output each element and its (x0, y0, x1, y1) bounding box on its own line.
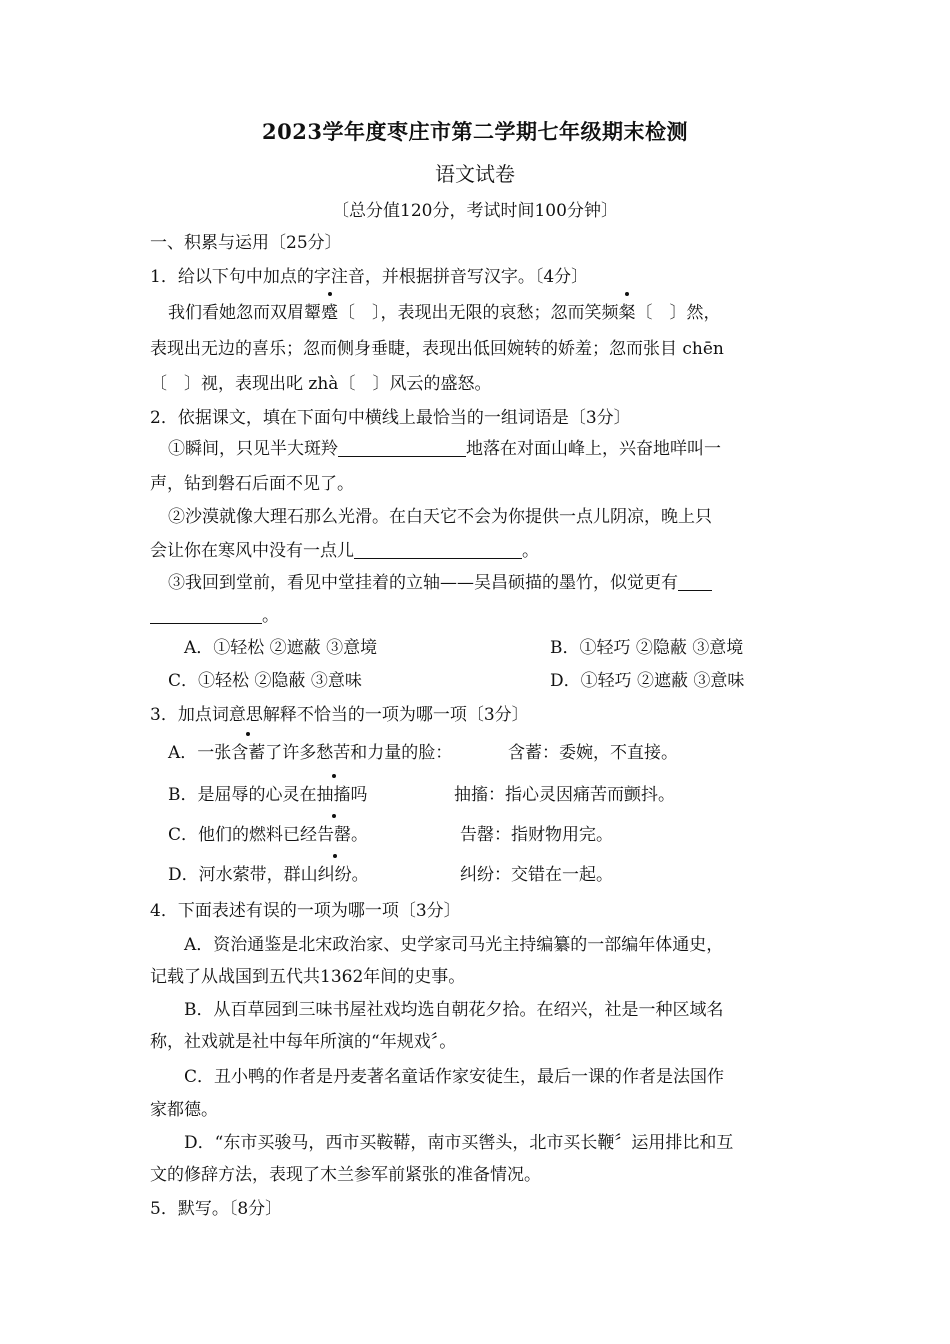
answer-blank[interactable] (150, 605, 262, 624)
q2-stem: 2．依据课文，填在下面句中横线上最恰当的一组词语是〔3分〕 (150, 408, 631, 428)
q2-options-row1 (184, 633, 844, 658)
q3-text: B．是屈辱的心灵在 (168, 785, 317, 805)
q3-dotted-word: 纠纷 (318, 860, 352, 885)
q4-option-c-cont: 家都德。 (150, 1100, 218, 1120)
q4-option-a-cont: 记载了从战国到五代共1362年间的史事。 (150, 967, 466, 987)
q4-option-b[interactable]: B．从百草园到三味书屋社戏均选自朝花夕拾。在绍兴，社是一种区域名 (184, 1000, 724, 1020)
exam-subtitle: 语文试卷 (435, 162, 515, 186)
q3-stem: 3．加点词意思解释不恰当的一项为哪一项〔3分〕 (150, 705, 529, 725)
q2-sentence1-cont: 声，钻到磐石后面不见了。 (150, 474, 354, 494)
q5-stem: 5．默写。〔8分〕 (150, 1199, 283, 1219)
q3-option-c (168, 820, 828, 845)
q1-stem: 1．给以下句中加点的字注音，并根据拼音写汉字。〔4分〕 (150, 267, 589, 287)
answer-blank[interactable] (678, 572, 712, 591)
q4-option-a[interactable]: A．资治通鉴是北宋政治家、史学家司马光主持编纂的一部编年体通史， (184, 935, 724, 955)
q2-sentence3 (168, 568, 828, 593)
q3-dotted-word: 告罄 (317, 820, 351, 845)
q1-dotted-char: 蹙 (321, 298, 338, 323)
q3-option-a (168, 738, 828, 763)
q3-option-b (168, 780, 828, 805)
section-heading: 一、积累与运用〔25分〕 (150, 233, 342, 253)
q1-text: 〔 〕，表现出无限的哀愁；忽而笑频 (338, 303, 619, 323)
q1-text: 〔 〕然， (635, 303, 721, 323)
q4-stem: 4．下面表述有误的一项为哪一项〔3分〕 (150, 901, 461, 921)
answer-blank[interactable] (354, 540, 522, 559)
q3-explanation: 告罄：指财物用完。 (460, 825, 613, 845)
q3-text: 吗 (350, 785, 368, 805)
q3-text: 。 (351, 865, 369, 885)
q2-sentence1 (168, 434, 828, 459)
q4-option-b-cont: 称，社戏就是社中每年所演的“年规戏〞。 (150, 1032, 457, 1052)
answer-blank[interactable] (338, 438, 466, 457)
option-d[interactable]: D．①轻巧 ②遮蔽 ③意味 (550, 671, 745, 691)
q2-text: 。 (522, 541, 539, 561)
q3-option-d (168, 860, 828, 885)
q4-option-c[interactable]: C．丑小鸭的作者是丹麦著名童话作家安徒生，最后一课的作者是法国作 (184, 1067, 725, 1087)
q2-text: ③我回到堂前，看见中堂挂着的立轴——吴昌硕描的墨竹，似觉更有 (168, 573, 678, 593)
q3-text: A．一张 (168, 743, 232, 763)
q2-sentence2: ②沙漠就像大理石那么光滑。在白天它不会为你提供一点儿阴凉，晚上只 (168, 507, 712, 527)
q3-dotted-word: 含蓄 (231, 738, 265, 763)
q1-line2: 表现出无边的喜乐；忽而侧身垂睫，表现出低回婉转的娇羞；忽而张目 chēn (150, 339, 724, 359)
q4-option-d[interactable]: D．“东市买骏马，西市买鞍鞯，南市买辔头，北市买长鞭〞运用排比和互 (184, 1133, 734, 1153)
q2-text: 。 (262, 606, 279, 626)
q3-text: 了许多愁苦和力量的脸： (265, 743, 453, 763)
q1-line1 (168, 298, 828, 323)
q3-text: 。 (351, 825, 369, 845)
q1-line3: 〔 〕视，表现出叱 zhà〔 〕风云的盛怒。 (150, 374, 492, 394)
q2-sentence2-cont (150, 536, 810, 561)
q2-text: ①瞬间，只见半大斑羚 (168, 439, 338, 459)
q3-explanation: 含蓄：委婉，不直接。 (508, 743, 678, 763)
q2-text: 会让你在寒风中没有一点儿 (150, 541, 354, 561)
q1-text: 我们看她忽而双眉颦 (168, 303, 321, 323)
q2-options-row2 (168, 666, 828, 691)
q2-sentence3-cont (150, 601, 810, 626)
q3-explanation: 抽搐：指心灵因痛苦而颤抖。 (454, 785, 675, 805)
q1-dotted-char: 粲 (619, 298, 636, 323)
exam-title: 2023学年度枣庄市第二学期七年级期末检测 (262, 119, 688, 144)
q3-dotted-word: 抽搐 (317, 780, 351, 805)
q2-text: 地落在对面山峰上，兴奋地咩叫一 (466, 439, 721, 459)
option-a[interactable]: A．①轻松 ②遮蔽 ③意境 (184, 638, 378, 658)
q3-text: C．他们的燃料已经 (168, 825, 318, 845)
option-b[interactable]: B．①轻巧 ②隐蔽 ③意境 (550, 638, 744, 658)
q3-text: D．河水萦带，群山 (168, 865, 318, 885)
option-c[interactable]: C．①轻松 ②隐蔽 ③意味 (168, 671, 362, 691)
score-note: 〔总分值120分，考试时间100分钟〕 (332, 201, 618, 221)
q3-explanation: 纠纷：交错在一起。 (460, 865, 613, 885)
q4-option-d-cont: 文的修辞方法，表现了木兰参军前紧张的准备情况。 (150, 1165, 541, 1185)
